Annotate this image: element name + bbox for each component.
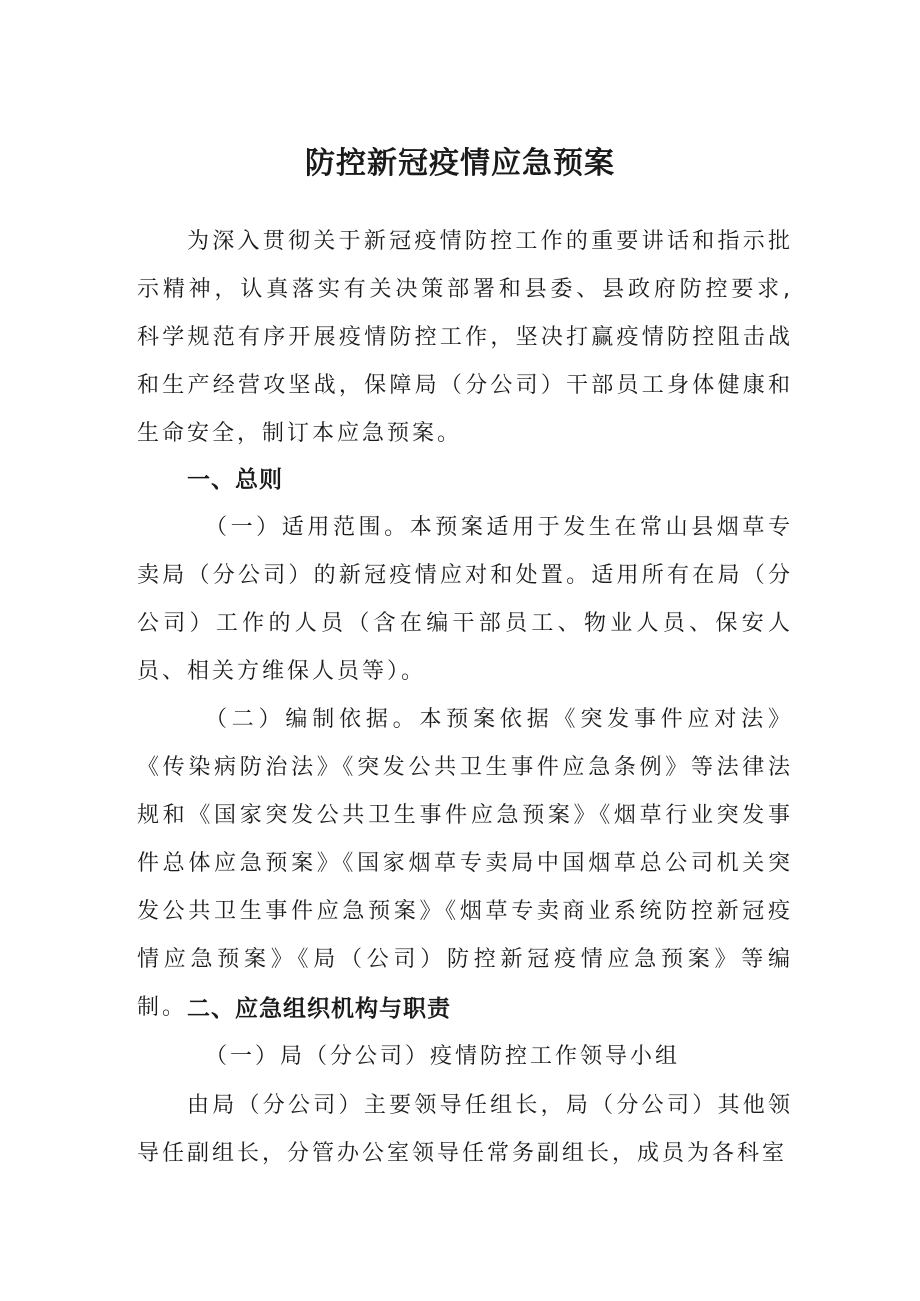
intro-paragraph: 为深入贯彻关于新冠疫情防控工作的重要讲话和指示批示精神，认真落实有关决策部署和县委、县政府防控要求,科学规范有序开展疫情防控工作，坚决打赢疫情防控阻击战和生产经营攻坚战，保障局（分公司）干部员工身体健康和生命安全，制订本应急预案。 — [137, 229, 793, 446]
basis-paragraph: （二）编制依据。本预案依据《突发事件应对法》《传染病防治法》《突发公共卫生事件应急条例》等法律法规和《国家突发公共卫生事件应急预案》《烟草行业突发事件总体应急预案》《国家烟草专卖局中国烟草总公司机关突发公共卫生事件应急预案》《烟草专卖商业系统防控新冠疫情应急预案》《局（公司）防控新冠疫情应急预案》等编制。 — [137, 707, 793, 1020]
section-heading-general: 一、总则 — [187, 467, 283, 493]
document-title: 防控新冠疫情应急预案 — [305, 146, 615, 181]
section-heading-organization: 二、应急组织机构与职责 — [187, 996, 451, 1022]
scope-paragraph: （一）适用范围。本预案适用于发生在常山县烟草专卖局（分公司）的新冠疫情应对和处置。适用所有在局（分公司）工作的人员（含在编干部员工、物业人员、保安人员、相关方维保人员等）。 — [137, 515, 793, 684]
subsection-heading-leading-group: （一）局（分公司）疫情防控工作领导小组 — [205, 1044, 681, 1069]
leading-group-paragraph: 由局（分公司）主要领导任组长，局（分公司）其他领导任副组长，分管办公室领导任常务副组长，成员为各科室 — [137, 1093, 793, 1166]
